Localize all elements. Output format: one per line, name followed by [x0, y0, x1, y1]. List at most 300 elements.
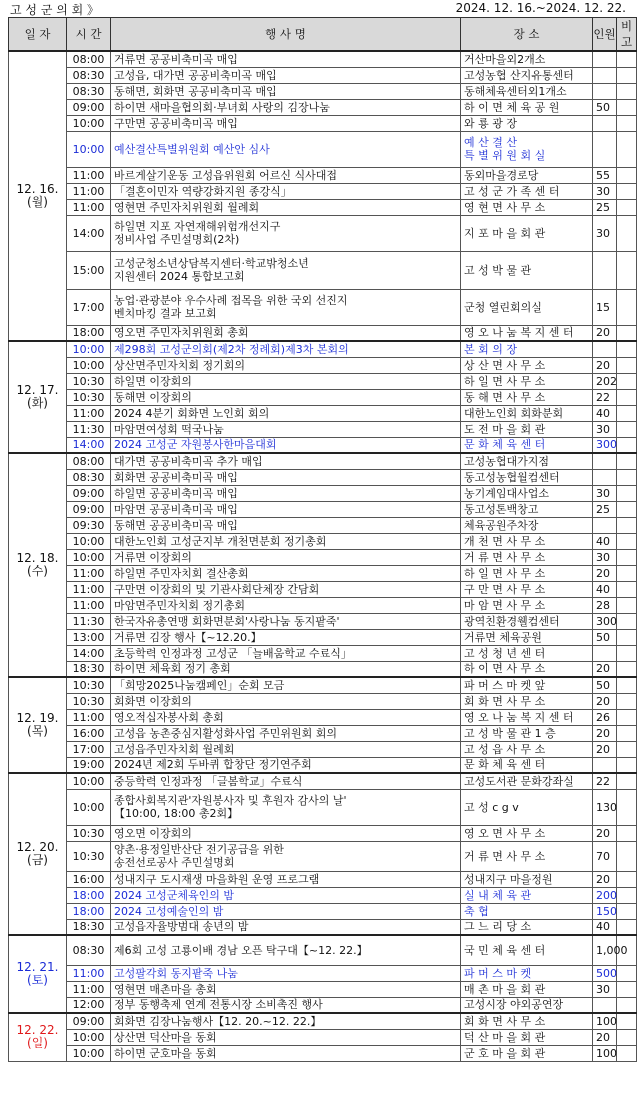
event-name: 하이면 새마을협의회·부녀회 사랑의 김장나눔	[111, 99, 461, 115]
event-time: 10:00	[67, 357, 111, 373]
event-note	[617, 115, 637, 131]
event-attendees	[593, 645, 617, 661]
event-note	[617, 841, 637, 871]
event-attendees: 20	[593, 825, 617, 841]
schedule-row	[9, 725, 637, 741]
schedule-row	[9, 289, 637, 325]
event-attendees: 40	[593, 919, 617, 935]
day-weekday: (화)	[27, 396, 48, 410]
schedule-row	[9, 215, 637, 251]
event-time: 18:30	[67, 919, 111, 935]
event-name: 영오면 주민자치위원회 총회	[111, 325, 461, 341]
event-attendees: 30	[593, 183, 617, 199]
event-time: 11:30	[67, 613, 111, 629]
event-attendees: 25	[593, 501, 617, 517]
schedule-row	[9, 789, 637, 825]
event-name: 종합사회복지관'자원봉사자 및 후원자 감사의 날' 【10:00, 18:00 총2회】	[111, 789, 461, 825]
event-attendees: 300	[593, 613, 617, 629]
schedule-row	[9, 199, 637, 215]
event-attendees	[593, 757, 617, 773]
event-name: 고성읍주민자치회 월례회	[111, 741, 461, 757]
event-attendees: 20	[593, 693, 617, 709]
event-attendees: 1,000	[593, 935, 617, 965]
day-cell	[9, 773, 67, 935]
day-cell	[9, 453, 67, 677]
event-attendees: 202	[593, 373, 617, 389]
schedule-row	[9, 997, 637, 1013]
schedule-table	[8, 17, 637, 1062]
event-time: 19:00	[67, 757, 111, 773]
event-time: 08:30	[67, 935, 111, 965]
event-time: 16:00	[67, 871, 111, 887]
schedule-row	[9, 825, 637, 841]
event-note	[617, 597, 637, 613]
col-header-venue: 장 소	[461, 18, 593, 52]
schedule-row	[9, 565, 637, 581]
event-venue: 지 포 마 을 회 관	[461, 215, 593, 251]
event-note	[617, 789, 637, 825]
event-time: 18:00	[67, 887, 111, 903]
schedule-row	[9, 373, 637, 389]
event-name: 고성읍, 대가면 공공비축미곡 매입	[111, 67, 461, 83]
event-attendees: 100	[593, 1045, 617, 1061]
event-attendees: 20	[593, 565, 617, 581]
schedule-row	[9, 613, 637, 629]
event-time: 17:00	[67, 289, 111, 325]
event-note	[617, 67, 637, 83]
event-attendees	[593, 51, 617, 67]
schedule-row	[9, 629, 637, 645]
event-venue: 영 오 면 사 무 소	[461, 825, 593, 841]
event-venue: 고성농협대가지점	[461, 453, 593, 469]
event-name: 제6회 고성 고룡이배 경남 오픈 탁구대【~12. 22.】	[111, 935, 461, 965]
event-name: 「결혼이민자 역량강화지원 종강식」	[111, 183, 461, 199]
schedule-row	[9, 981, 637, 997]
event-note	[617, 825, 637, 841]
event-time: 09:00	[67, 501, 111, 517]
event-venue: 마 암 면 사 무 소	[461, 597, 593, 613]
event-note	[617, 167, 637, 183]
event-attendees: 40	[593, 533, 617, 549]
event-note	[617, 251, 637, 289]
schedule-row	[9, 501, 637, 517]
event-attendees: 20	[593, 871, 617, 887]
event-time: 13:00	[67, 629, 111, 645]
event-name: 하이면 체육회 정기 총회	[111, 661, 461, 677]
event-venue: 그 느 리 당 소	[461, 919, 593, 935]
event-time: 11:00	[67, 981, 111, 997]
event-time: 09:30	[67, 517, 111, 533]
event-time: 16:00	[67, 725, 111, 741]
event-venue: 고성도서관 문화강좌실	[461, 773, 593, 789]
day-weekday: (수)	[27, 564, 48, 578]
event-time: 18:00	[67, 903, 111, 919]
event-note	[617, 325, 637, 341]
event-note	[617, 51, 637, 67]
event-name: 마암면주민자치회 정기총회	[111, 597, 461, 613]
event-venue: 고 성 박 물 관 1 층	[461, 725, 593, 741]
event-time: 11:00	[67, 183, 111, 199]
event-time: 10:00	[67, 773, 111, 789]
event-venue: 고성농협 산지유통센터	[461, 67, 593, 83]
schedule-row	[9, 741, 637, 757]
event-note	[617, 757, 637, 773]
event-time: 09:00	[67, 99, 111, 115]
event-time: 10:30	[67, 677, 111, 693]
event-venue: 군청 열린회의실	[461, 289, 593, 325]
event-attendees: 100	[593, 1013, 617, 1029]
event-venue: 와 룡 광 장	[461, 115, 593, 131]
schedule-row	[9, 341, 637, 357]
event-time: 11:00	[67, 565, 111, 581]
event-venue: 고 성 청 년 센 터	[461, 645, 593, 661]
event-venue: 파 머 스 마 켓 앞	[461, 677, 593, 693]
day-date: 12. 17.	[16, 383, 59, 397]
event-venue: 하 일 면 사 무 소	[461, 373, 593, 389]
event-name: 초등학력 인정과정 고성군 「늘배움학교 수료식」	[111, 645, 461, 661]
event-note	[617, 677, 637, 693]
event-attendees: 22	[593, 773, 617, 789]
schedule-row	[9, 887, 637, 903]
event-venue: 고 성 c g v	[461, 789, 593, 825]
event-time: 08:30	[67, 67, 111, 83]
event-venue: 대한노인회 회화분회	[461, 405, 593, 421]
event-note	[617, 709, 637, 725]
day-cell	[9, 677, 67, 773]
schedule-row	[9, 677, 637, 693]
event-note	[617, 1045, 637, 1061]
table-header-row	[9, 18, 637, 52]
event-attendees: 20	[593, 741, 617, 757]
event-time: 17:00	[67, 741, 111, 757]
schedule-row	[9, 389, 637, 405]
day-weekday: (일)	[27, 1036, 48, 1051]
page-header	[0, 0, 640, 17]
event-note	[617, 533, 637, 549]
event-time: 11:30	[67, 421, 111, 437]
event-note	[617, 903, 637, 919]
event-name: 제298회 고성군의회(제2차 정례회)제3차 본회의	[111, 341, 461, 357]
event-attendees: 30	[593, 421, 617, 437]
event-time: 12:00	[67, 997, 111, 1013]
event-attendees	[593, 469, 617, 485]
event-time: 18:30	[67, 661, 111, 677]
event-time: 11:00	[67, 405, 111, 421]
event-venue: 축 협	[461, 903, 593, 919]
event-time: 10:00	[67, 341, 111, 357]
event-attendees	[593, 115, 617, 131]
event-attendees	[593, 67, 617, 83]
event-note	[617, 565, 637, 581]
event-name: 구만면 공공비축미곡 매입	[111, 115, 461, 131]
event-venue: 군 호 마 을 회 관	[461, 1045, 593, 1061]
event-name: 성내지구 도시재생 마을화원 운영 프로그램	[111, 871, 461, 887]
schedule-row	[9, 115, 637, 131]
schedule-row	[9, 357, 637, 373]
event-venue: 동 해 면 사 무 소	[461, 389, 593, 405]
event-attendees: 20	[593, 725, 617, 741]
schedule-row	[9, 903, 637, 919]
event-note	[617, 629, 637, 645]
event-attendees: 15	[593, 289, 617, 325]
event-name: 하일면 이장회의	[111, 373, 461, 389]
event-name: 영오면 이장회의	[111, 825, 461, 841]
event-note	[617, 661, 637, 677]
schedule-row	[9, 841, 637, 871]
schedule-row	[9, 517, 637, 533]
event-venue: 고 성 박 물 관	[461, 251, 593, 289]
event-note	[617, 645, 637, 661]
day-cell	[9, 341, 67, 453]
event-note	[617, 693, 637, 709]
event-note	[617, 997, 637, 1013]
schedule-row	[9, 919, 637, 935]
day-date: 12. 19.	[16, 711, 59, 725]
event-venue: 동해체육센터외1개소	[461, 83, 593, 99]
event-note	[617, 741, 637, 757]
schedule-row	[9, 661, 637, 677]
schedule-row	[9, 83, 637, 99]
day-date: 12. 16.	[16, 182, 59, 196]
event-name: 2024 4분기 회화면 노인회 회의	[111, 405, 461, 421]
event-time: 09:00	[67, 1013, 111, 1029]
event-time: 15:00	[67, 251, 111, 289]
event-time: 09:00	[67, 485, 111, 501]
event-venue: 도 전 마 을 회 관	[461, 421, 593, 437]
event-name: 하일면 지포 자연재해위험개선지구 정비사업 주민설명회(2차)	[111, 215, 461, 251]
event-time: 11:00	[67, 709, 111, 725]
event-venue: 상 산 면 사 무 소	[461, 357, 593, 373]
event-attendees: 40	[593, 581, 617, 597]
event-name: 2024 고성군체육인의 밤	[111, 887, 461, 903]
event-attendees: 25	[593, 199, 617, 215]
event-note	[617, 613, 637, 629]
schedule-body	[9, 51, 637, 1061]
event-venue: 예 산 결 산 특 별 위 원 회 실	[461, 131, 593, 167]
day-date: 12. 18.	[16, 551, 59, 565]
schedule-row	[9, 1013, 637, 1029]
event-time: 14:00	[67, 215, 111, 251]
event-note	[617, 131, 637, 167]
event-name: 회화면 이장회의	[111, 693, 461, 709]
event-time: 10:00	[67, 131, 111, 167]
event-attendees: 30	[593, 549, 617, 565]
event-name: 고성읍자율방범대 송년의 밤	[111, 919, 461, 935]
schedule-row	[9, 99, 637, 115]
event-note	[617, 389, 637, 405]
event-venue: 거 류 면 사 무 소	[461, 841, 593, 871]
event-venue: 국 민 체 육 센 터	[461, 935, 593, 965]
event-venue: 회 화 면 사 무 소	[461, 693, 593, 709]
event-name: 고성군청소년상담복지센터·학교밖청소년 지원센터 2024 통합보고회	[111, 251, 461, 289]
event-note	[617, 725, 637, 741]
event-venue: 거 류 면 사 무 소	[461, 549, 593, 565]
event-name: 농업·관광분야 우수사례 접목을 위한 국외 선진지 벤치마킹 결과 보고회	[111, 289, 461, 325]
event-name: 동해면, 회화면 공공비축미곡 매입	[111, 83, 461, 99]
schedule-row	[9, 183, 637, 199]
event-attendees: 130	[593, 789, 617, 825]
event-note	[617, 981, 637, 997]
event-venue: 동고성톤백창고	[461, 501, 593, 517]
event-venue: 성내지구 마을정원	[461, 871, 593, 887]
event-venue: 하 일 면 사 무 소	[461, 565, 593, 581]
event-name: 예산결산특별위원회 예산안 심사	[111, 131, 461, 167]
event-venue: 영 오 나 눔 복 지 센 터	[461, 325, 593, 341]
event-name: 하일면 공공비축미곡 매입	[111, 485, 461, 501]
event-attendees: 70	[593, 841, 617, 871]
event-name: 2024 고성예술인의 밤	[111, 903, 461, 919]
event-name: 고성읍 농촌중심지활성화사업 주민위원회 회의	[111, 725, 461, 741]
schedule-row	[9, 51, 637, 67]
event-time: 11:00	[67, 167, 111, 183]
event-time: 10:00	[67, 549, 111, 565]
event-note	[617, 965, 637, 981]
event-name: 거류면 공공비축미곡 매입	[111, 51, 461, 67]
event-attendees: 50	[593, 99, 617, 115]
schedule-row	[9, 421, 637, 437]
event-note	[617, 453, 637, 469]
event-venue: 구 만 면 사 무 소	[461, 581, 593, 597]
col-header-time: 시 간	[67, 18, 111, 52]
event-name: 하일면 주민자치회 결산총회	[111, 565, 461, 581]
event-note	[617, 871, 637, 887]
schedule-row	[9, 167, 637, 183]
event-venue: 체육공원주차장	[461, 517, 593, 533]
event-name: 동해면 이장회의	[111, 389, 461, 405]
event-attendees: 50	[593, 629, 617, 645]
event-attendees: 28	[593, 597, 617, 613]
event-name: 정부 동행축제 연계 전통시장 소비촉진 행사	[111, 997, 461, 1013]
event-note	[617, 517, 637, 533]
date-range: 2024. 12. 16.~2024. 12. 22.	[455, 1, 626, 15]
schedule-row	[9, 709, 637, 725]
day-date: 12. 20.	[16, 840, 59, 854]
event-time: 08:30	[67, 469, 111, 485]
event-name: 2024 고성군 자원봉사한마음대회	[111, 437, 461, 453]
schedule-row	[9, 871, 637, 887]
event-attendees: 150	[593, 903, 617, 919]
schedule-row	[9, 453, 637, 469]
schedule-row	[9, 405, 637, 421]
event-attendees: 30	[593, 215, 617, 251]
day-cell	[9, 1013, 67, 1061]
event-note	[617, 199, 637, 215]
event-time: 08:30	[67, 83, 111, 99]
event-time: 11:00	[67, 581, 111, 597]
day-date: 12. 22.	[16, 1023, 59, 1038]
event-time: 10:00	[67, 533, 111, 549]
event-note	[617, 919, 637, 935]
event-venue: 고 성 읍 사 무 소	[461, 741, 593, 757]
event-name: 구만면 이장회의 및 기관사회단체장 간담회	[111, 581, 461, 597]
event-name: 마암면여성회 떡국나눔	[111, 421, 461, 437]
schedule-row	[9, 131, 637, 167]
schedule-row	[9, 325, 637, 341]
col-header-date: 일 자	[9, 18, 67, 52]
event-note	[617, 289, 637, 325]
schedule-row	[9, 1029, 637, 1045]
day-date: 12. 21.	[16, 960, 59, 974]
event-time: 08:00	[67, 51, 111, 67]
day-weekday: (월)	[27, 195, 48, 209]
event-name: 「희망2025나눔캠페인」순회 모금	[111, 677, 461, 693]
event-note	[617, 183, 637, 199]
event-attendees: 40	[593, 405, 617, 421]
event-time: 10:00	[67, 1045, 111, 1061]
event-time: 10:00	[67, 115, 111, 131]
event-attendees: 30	[593, 485, 617, 501]
schedule-row	[9, 251, 637, 289]
schedule-row	[9, 549, 637, 565]
event-note	[617, 1029, 637, 1045]
event-venue: 고성시장 야외공연장	[461, 997, 593, 1013]
organization-title: 고 성 군 의 회 》	[10, 3, 100, 17]
event-time: 11:00	[67, 965, 111, 981]
event-time: 14:00	[67, 437, 111, 453]
event-note	[617, 887, 637, 903]
event-name: 영현면 주민자치위원회 월례회	[111, 199, 461, 215]
event-note	[617, 581, 637, 597]
day-weekday: (목)	[27, 724, 48, 738]
event-name: 바르게살기운동 고성읍위원회 어르신 식사대접	[111, 167, 461, 183]
col-header-count: 인원	[593, 18, 617, 52]
event-attendees: 55	[593, 167, 617, 183]
event-note	[617, 83, 637, 99]
event-venue: 거류면 체육공원	[461, 629, 593, 645]
event-venue: 문 화 체 육 센 터	[461, 757, 593, 773]
event-attendees: 300	[593, 437, 617, 453]
col-header-event: 행 사 명	[111, 18, 461, 52]
event-attendees: 500	[593, 965, 617, 981]
event-note	[617, 357, 637, 373]
schedule-row	[9, 67, 637, 83]
day-weekday: (토)	[27, 973, 48, 987]
event-name: 2024년 제2회 두바퀴 합창단 정기연주회	[111, 757, 461, 773]
event-attendees	[593, 997, 617, 1013]
event-attendees	[593, 517, 617, 533]
event-note	[617, 373, 637, 389]
event-note	[617, 405, 637, 421]
event-name: 대한노인회 고성군지부 개천면분회 정기총회	[111, 533, 461, 549]
schedule-row	[9, 597, 637, 613]
event-time: 18:00	[67, 325, 111, 341]
event-attendees: 30	[593, 981, 617, 997]
day-cell	[9, 51, 67, 341]
event-venue: 매 촌 마 을 회 관	[461, 981, 593, 997]
event-time: 10:00	[67, 789, 111, 825]
event-attendees	[593, 453, 617, 469]
event-name: 영현면 매촌마을 총회	[111, 981, 461, 997]
event-venue: 본 회 의 장	[461, 341, 593, 357]
event-note	[617, 469, 637, 485]
event-venue: 영 현 면 사 무 소	[461, 199, 593, 215]
event-note	[617, 773, 637, 789]
schedule-row	[9, 965, 637, 981]
schedule-row	[9, 581, 637, 597]
event-name: 동해면 공공비축미곡 매입	[111, 517, 461, 533]
event-time: 10:30	[67, 841, 111, 871]
event-note	[617, 485, 637, 501]
day-weekday: (금)	[27, 853, 48, 867]
schedule-row	[9, 935, 637, 965]
event-attendees: 20	[593, 357, 617, 373]
event-note	[617, 1013, 637, 1029]
event-attendees: 200	[593, 887, 617, 903]
event-attendees	[593, 341, 617, 357]
event-time: 10:00	[67, 1029, 111, 1045]
event-note	[617, 215, 637, 251]
event-name: 거류면 이장회의	[111, 549, 461, 565]
